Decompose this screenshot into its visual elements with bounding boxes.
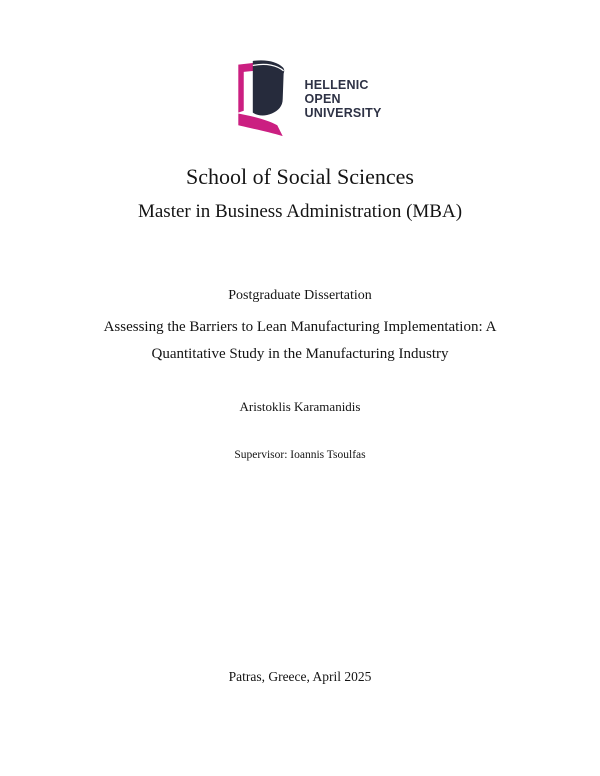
program-title: Master in Business Administration (MBA) [137,201,463,222]
book-base-shape [238,114,282,137]
university-name [304,78,381,120]
author-name: Aristoklis Karamanidis [239,399,361,414]
document-type: Postgraduate Dissertation [228,288,372,303]
dissertation-title-line-1: Assessing the Barriers to Lean Manufacturing Implementation: A [103,319,497,335]
university-logo [236,59,381,139]
university-name-line: OPEN [304,92,341,106]
school-title: School of Social Sciences [186,164,414,189]
dissertation-title-line-2: Quantitative Study in the Manufacturing Industry [151,346,449,362]
university-name-line: HELLENIC [304,78,369,92]
dissertation-title [0,314,600,368]
open-book-icon [236,59,294,139]
place-date: Patras, Greece, April 2025 [228,669,372,684]
supervisor-line: Supervisor: Ioannis Tsoulfas [234,449,366,461]
university-name-line: UNIVERSITY [304,106,382,120]
